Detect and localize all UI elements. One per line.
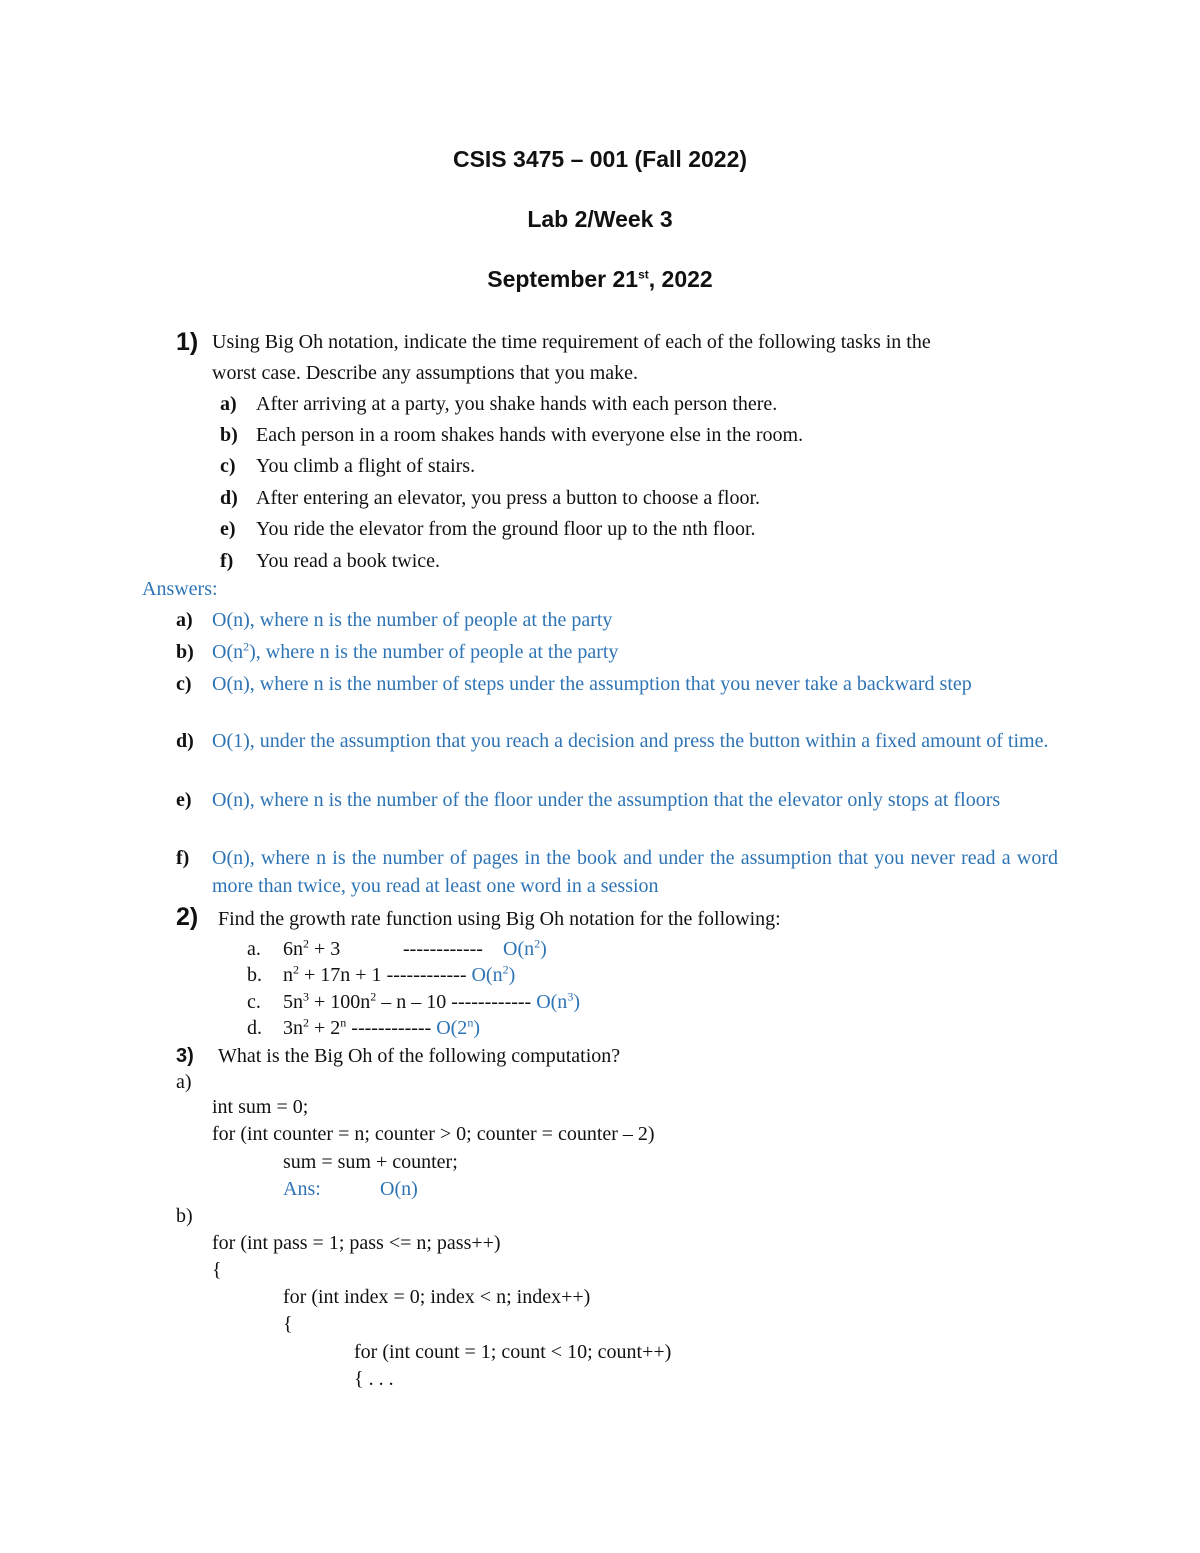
question-2-item-label: c.: [247, 991, 261, 1013]
answer-text: O(n), where n is the number of the floor under the assumption that the elevator only stops at floors: [212, 789, 1001, 811]
question-2-dashes: ------------: [403, 938, 483, 960]
answer-text: $O(n^2)$, where n is the number of people at the party: [212, 639, 619, 663]
question-1-prompt-line-2: worst case. Describe any assumptions that you make.: [212, 362, 639, 384]
question-2-prompt: Find the growth rate function using Big Oh notation for the following:: [218, 908, 781, 930]
code-line: { . . .: [354, 1368, 394, 1390]
question-3-prompt: What is the Big Oh of the following computation?: [218, 1045, 621, 1067]
question-1-item: Each person in a room shakes hands with everyone else in the room.: [256, 424, 804, 446]
question-1-item: After entering an elevator, you press a button to choose a floor.: [256, 487, 761, 509]
answer-label: d): [176, 730, 194, 752]
code-line: for (int count = 1; count < 10; count++): [354, 1341, 672, 1363]
answer-label: a): [176, 609, 193, 631]
question-1-item: You read a book twice.: [256, 550, 441, 572]
answer-text: O(n), where n is the number of steps under the assumption that you never take a backward step: [212, 673, 972, 695]
question-1-item-label: e): [220, 518, 236, 540]
question-2-expression: $3n^2 + 2^n$ ------------ O(2$^n$): [283, 1015, 480, 1039]
question-2-item-label: b.: [247, 964, 262, 986]
question-1-item-label: f): [220, 550, 234, 572]
answer-text: O(1), under the assumption that you reach a decision and press the button within a fixed amount of time.: [212, 730, 1049, 752]
code-line: for (int pass = 1; pass <= n; pass++): [212, 1232, 501, 1254]
question-1-number: 1): [176, 328, 199, 356]
question-1-item-label: d): [220, 487, 238, 509]
question-3-part-b-label: b): [176, 1205, 193, 1227]
lab-date: September 21st, 2022: [487, 266, 713, 292]
answer-text: O(n), where n is the number of people at the party: [212, 609, 613, 631]
question-2-item-label: a.: [247, 938, 261, 960]
question-2-answer: $O(n^2)$: [503, 936, 547, 960]
answer-label: b): [176, 641, 194, 663]
lab-title: Lab 2/Week 3: [527, 206, 673, 232]
code-line: sum = sum + counter;: [283, 1151, 458, 1173]
code-line: {: [212, 1259, 222, 1281]
code-line: for (int index = 0; index < n; index++): [283, 1286, 591, 1308]
answer-label: f): [176, 847, 190, 869]
question-1-item: After arriving at a party, you shake hands with each person there.: [256, 393, 778, 415]
code-line: {: [283, 1313, 293, 1335]
question-1-prompt-line-1: Using Big Oh notation, indicate the time requirement of each of the following tasks in the: [212, 331, 931, 353]
answer-label: e): [176, 789, 192, 811]
code-line: for (int counter = n; counter > 0; counter = counter – 2): [212, 1123, 655, 1145]
answer-label: c): [176, 673, 192, 695]
course-title: CSIS 3475 – 001 (Fall 2022): [452, 146, 748, 172]
question-1-item-label: a): [220, 393, 237, 415]
question-2-number: 2): [176, 903, 199, 931]
question-1-item: You ride the elevator from the ground floor up to the nth floor.: [256, 518, 756, 540]
part-a-answer-value: O(n): [380, 1178, 418, 1200]
question-1-item-label: b): [220, 424, 238, 446]
code-line: int sum = 0;: [212, 1096, 309, 1118]
answers-heading: Answers:: [142, 578, 218, 600]
question-2-expression: $n^2 + 17n + 1$ ------------ $O(n^2)$: [283, 962, 516, 986]
question-2-expression: $6n^2 + 3$: [283, 936, 341, 960]
question-3-number: 3): [176, 1045, 194, 1067]
question-1-item-label: c): [220, 455, 236, 477]
question-3-part-a-label: a): [176, 1071, 192, 1093]
question-2-item-label: d.: [247, 1017, 262, 1039]
answer-text: O(n), where n is the number of pages in the book and under the assumption that you never read a word more than twice, you read at least one word in a session: [212, 847, 1058, 897]
part-a-answer-label: Ans:: [283, 1178, 321, 1200]
question-2-expression: $5n^3 + 100n^2 - n - 10$ ------------ $O(n^3)$: [283, 989, 580, 1013]
question-1-item: You climb a flight of stairs.: [256, 455, 476, 477]
